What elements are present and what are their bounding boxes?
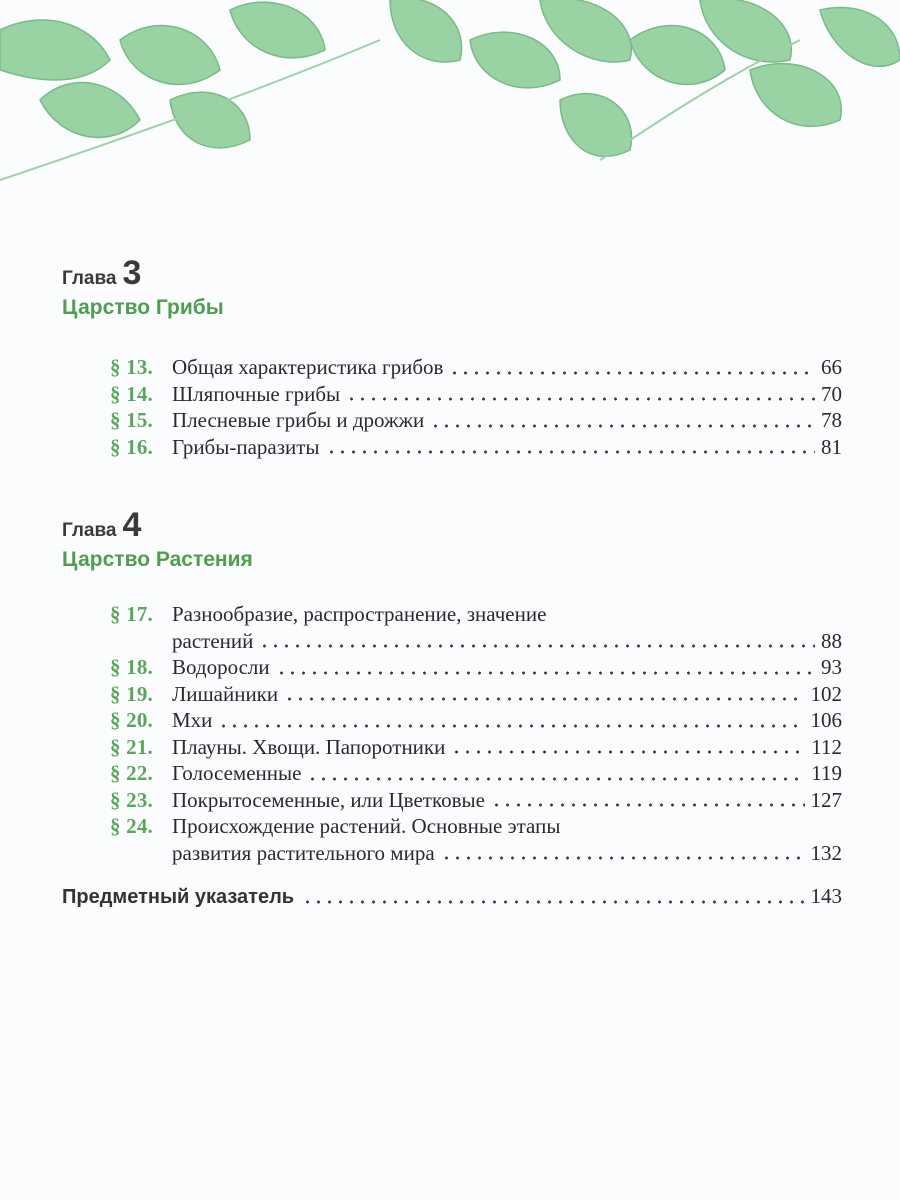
page-number: 70 <box>821 381 842 406</box>
leaves-decoration <box>0 0 900 230</box>
chapter-title: Царство Грибы <box>62 296 224 319</box>
toc-entry[interactable] <box>110 708 842 735</box>
section-number: § 14. <box>110 381 153 406</box>
leader-dots <box>491 803 805 807</box>
page-number: 106 <box>810 708 842 732</box>
chapter-4-header <box>62 508 862 572</box>
section-number: § 22. <box>110 761 153 785</box>
leader-dots <box>430 424 815 428</box>
section-title: Происхождение растений. Основные этапы <box>172 814 561 838</box>
chapter-number: 4 <box>122 506 142 544</box>
leader-dots <box>326 450 815 454</box>
leader-dots <box>307 777 805 781</box>
section-title: Разнообразие, распространение, значение <box>172 602 547 626</box>
chapter-3-toc <box>110 355 842 461</box>
toc-entry[interactable] <box>110 735 842 762</box>
section-title: Плесневые грибы и дрожжи <box>172 408 425 432</box>
chapter-title: Царство Растения <box>62 548 253 571</box>
section-title: Голосеменные <box>172 761 302 785</box>
section-title: Шляпочные грибы <box>172 381 341 406</box>
toc-entry-line1[interactable] <box>110 602 842 629</box>
leader-dots <box>346 397 815 401</box>
section-number: § 13. <box>110 355 153 379</box>
toc-entry[interactable] <box>110 382 842 409</box>
section-title: растений <box>172 628 254 653</box>
section-title: Покрытосеменные, или Цветковые <box>172 787 485 812</box>
section-title: Лишайники <box>172 681 279 706</box>
section-title: Грибы-паразиты <box>172 434 320 459</box>
page-number: 88 <box>821 628 842 653</box>
section-number: § 17. <box>110 602 153 626</box>
toc-entry-line2[interactable] <box>110 629 842 656</box>
toc-entry[interactable] <box>110 788 842 815</box>
section-number: § 18. <box>110 655 153 679</box>
toc-entry[interactable] <box>110 408 842 435</box>
chapter-label: Глава <box>62 520 117 541</box>
toc-entry[interactable] <box>110 682 842 709</box>
leader-dots <box>451 750 805 754</box>
section-number: § 21. <box>110 734 153 759</box>
chapter-label: Глава <box>62 268 117 289</box>
section-title: Мхи <box>172 708 213 732</box>
section-number: § 16. <box>110 434 153 459</box>
leader-dots <box>276 671 815 675</box>
page-number: 78 <box>821 408 842 432</box>
page-number: 66 <box>821 355 842 379</box>
page-number: 112 <box>811 734 842 759</box>
toc-entry-line2[interactable] <box>110 841 842 868</box>
section-title: развития растительного мира <box>172 840 435 865</box>
leader-dots <box>259 644 815 648</box>
chapter-3-header <box>62 256 862 320</box>
toc-entry[interactable] <box>110 355 842 382</box>
leader-dots <box>441 856 805 860</box>
chapter-number: 3 <box>122 254 142 292</box>
leader-dots <box>449 371 815 375</box>
page-number: 119 <box>811 761 842 785</box>
section-title: Общая характеристика грибов <box>172 355 444 379</box>
section-number: § 24. <box>110 814 153 838</box>
subject-index-entry[interactable] <box>62 884 842 909</box>
leader-dots <box>218 724 804 728</box>
page-number: 143 <box>810 884 842 908</box>
page-number: 93 <box>821 655 842 679</box>
index-label: Предметный указатель <box>62 886 295 908</box>
toc-entry[interactable] <box>110 761 842 788</box>
leader-dots <box>284 697 804 701</box>
page-number: 102 <box>810 681 842 706</box>
section-title: Водоросли <box>172 655 270 679</box>
toc-entry-line1[interactable] <box>110 814 842 841</box>
page-number: 127 <box>810 787 842 812</box>
section-title: Плауны. Хвощи. Папоротники <box>172 734 446 759</box>
section-number: § 19. <box>110 681 153 706</box>
leader-dots <box>302 900 804 904</box>
section-number: § 15. <box>110 408 153 432</box>
page-number: 132 <box>810 840 842 865</box>
section-number: § 20. <box>110 708 153 732</box>
toc-entry[interactable] <box>110 655 842 682</box>
chapter-4-toc <box>110 602 842 867</box>
section-number: § 23. <box>110 787 153 812</box>
toc-entry[interactable] <box>110 435 842 462</box>
page-number: 81 <box>821 434 842 459</box>
